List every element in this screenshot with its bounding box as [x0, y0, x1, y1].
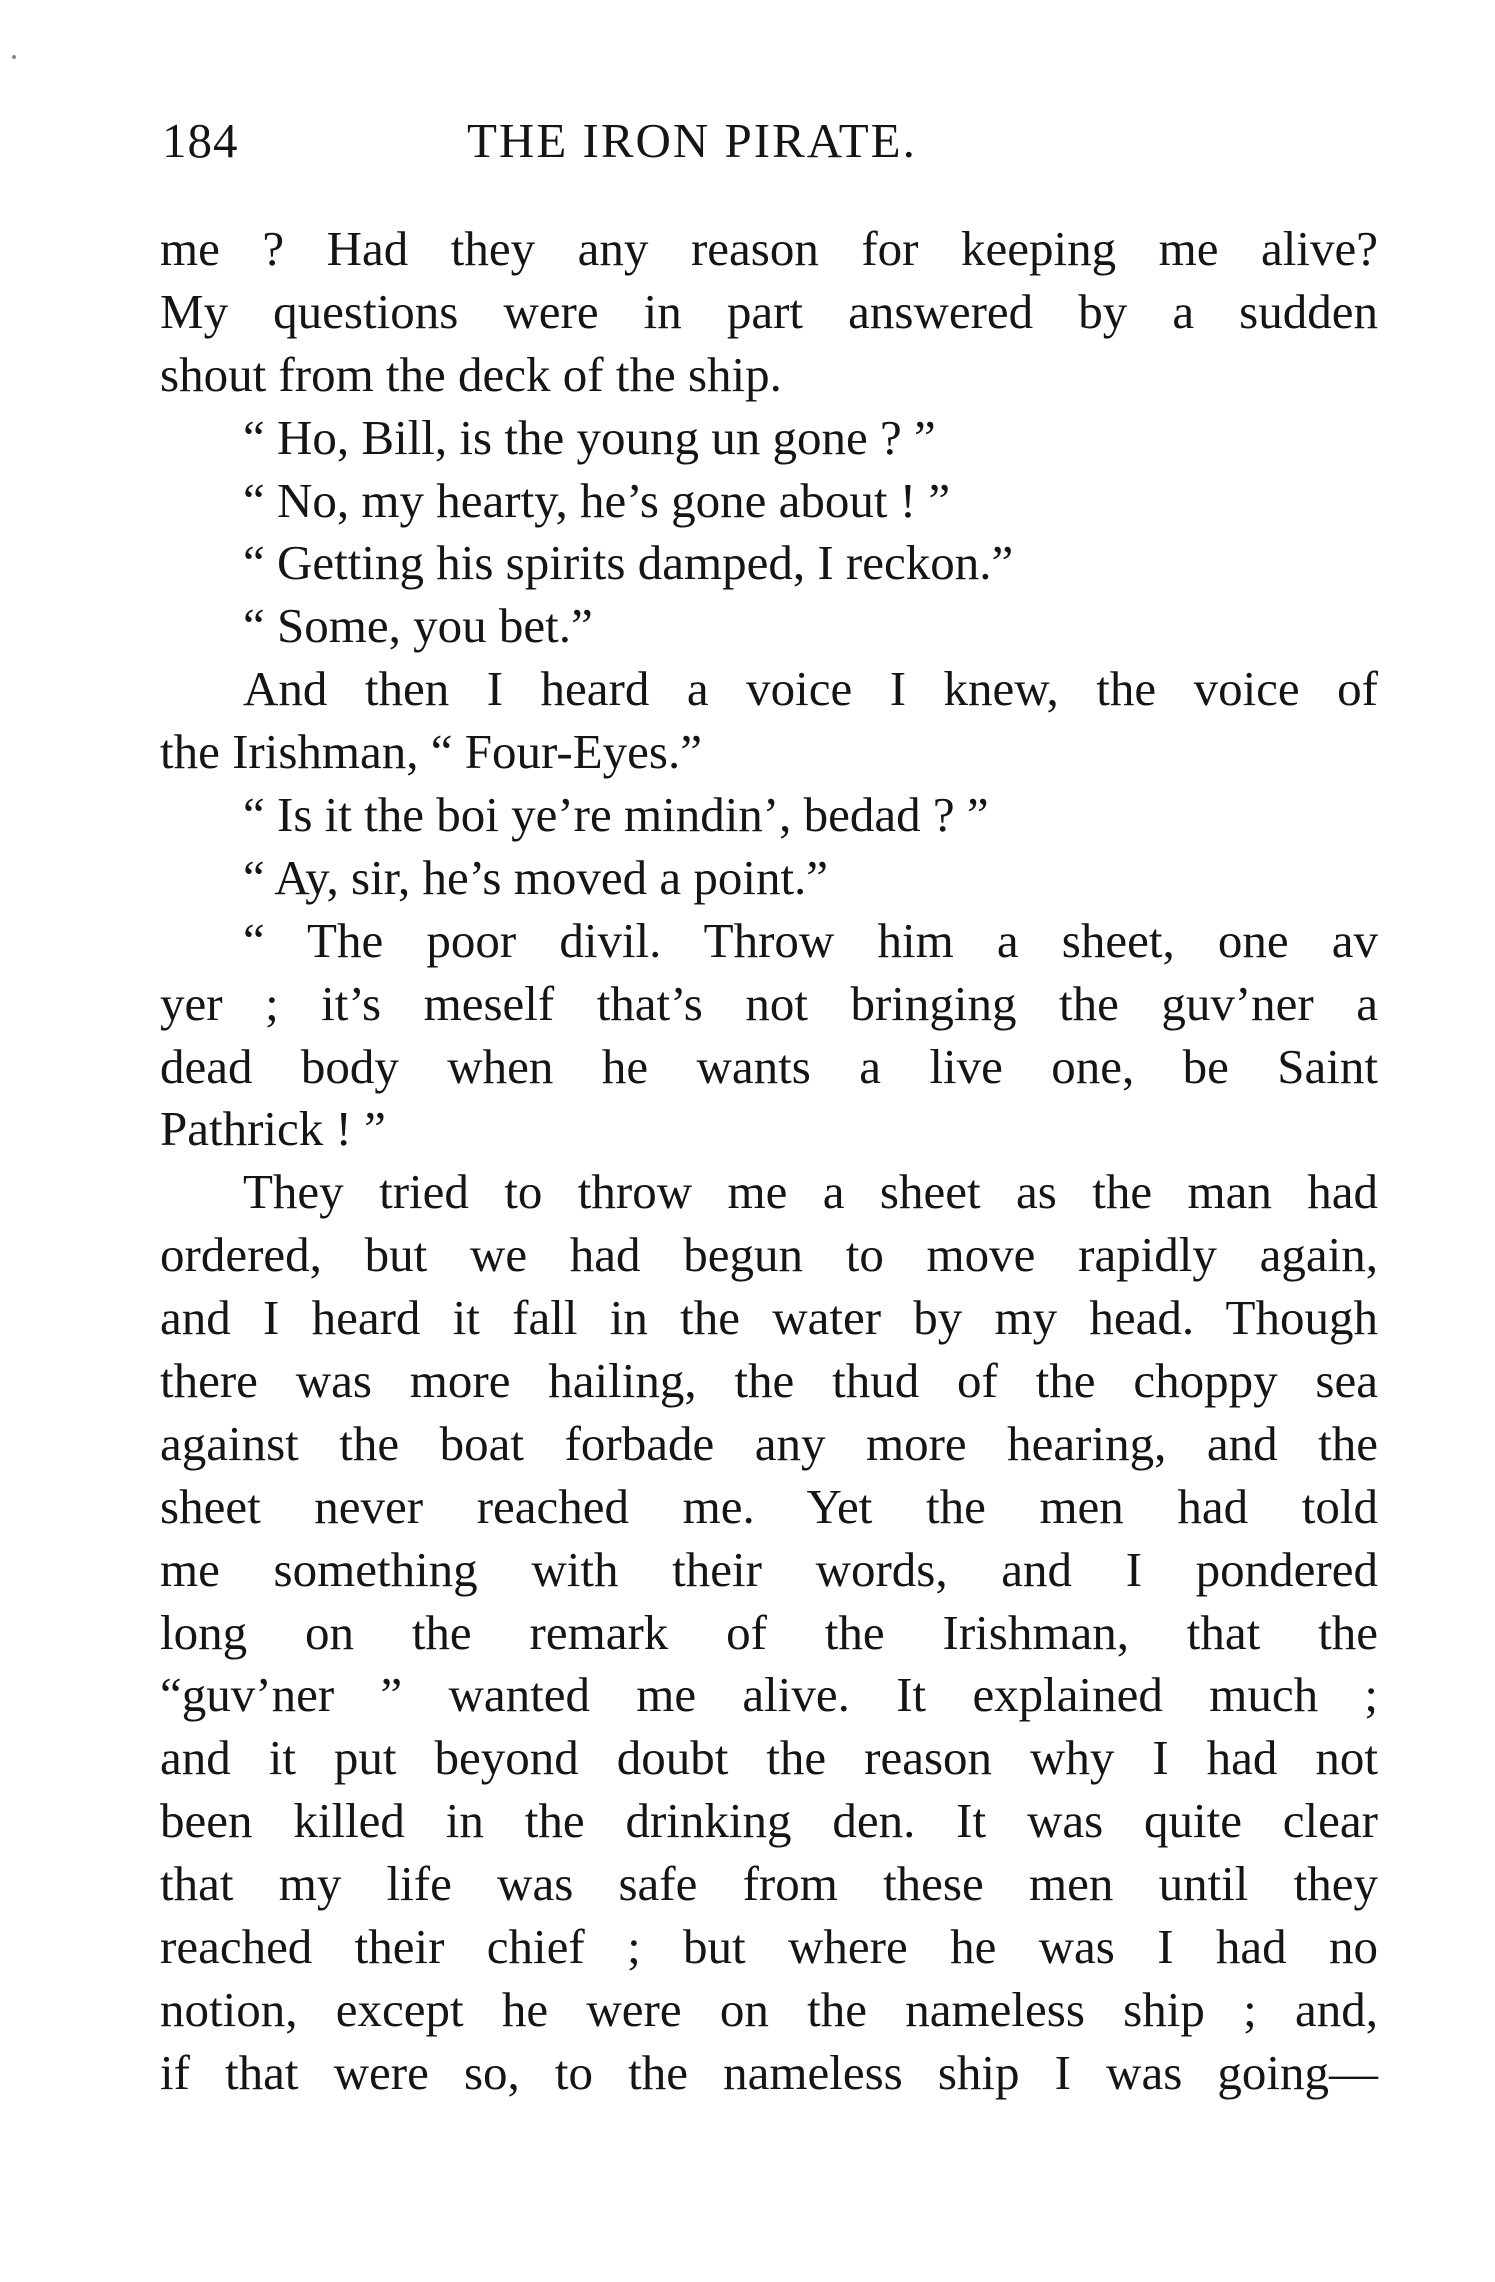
text-line: against the boat forbade any more hearing, and the [160, 1415, 1378, 1471]
text-line: that my life was safe from these men until they [160, 1856, 1378, 1912]
text-line: ordered, but we had begun to move rapidly again, [160, 1227, 1378, 1283]
text-line: And then I heard a voice I knew, the voice of [243, 661, 1378, 717]
page-number: 184 [162, 113, 239, 168]
text-line: notion, except he were on the nameless ship ; and, [160, 1981, 1378, 2037]
text-line: “ Ho, Bill, is the young un gone ? ” [243, 409, 936, 465]
text-line: “ No, my hearty, he’s gone about ! ” [243, 472, 951, 528]
text-line: long on the remark of the Irishman, that the [160, 1604, 1378, 1660]
text-line: My questions were in part answered by a sudden [160, 283, 1378, 339]
text-line: shout from the deck of the ship. [160, 346, 782, 402]
text-line: if that were so, to the nameless ship I was going— [160, 2044, 1378, 2100]
text-line: the Irishman, “ Four-Eyes.” [160, 724, 702, 780]
text-line: and I heard it fall in the water by my head. Though [160, 1290, 1378, 1346]
text-line: me ? Had they any reason for keeping me alive? [160, 221, 1378, 276]
text-line: reached their chief ; but where he was I had no [160, 1919, 1378, 1975]
text-line: “ The poor divil. Throw him a sheet, one av [243, 912, 1378, 968]
text-line: Pathrick ! ” [160, 1101, 386, 1157]
text-line: there was more hailing, the thud of the choppy sea [160, 1353, 1378, 1409]
text-line: dead body when he wants a live one, be Saint [160, 1038, 1378, 1094]
text-line: “ Getting his spirits damped, I reckon.” [243, 535, 1014, 591]
text-line: “ Some, you bet.” [243, 598, 593, 654]
text-line: and it put beyond doubt the reason why I had not [160, 1730, 1378, 1786]
text-line: “guv’ner ” wanted me alive. It explained much ; [160, 1667, 1378, 1723]
running-head [162, 106, 1380, 176]
text-line: “ Is it the boi ye’re mindin’, bedad ? ” [243, 787, 989, 843]
text-line: been killed in the drinking den. It was quite clear [160, 1793, 1378, 1849]
text-line: They tried to throw me a sheet as the man had [243, 1164, 1378, 1220]
text-line: sheet never reached me. Yet the men had told [160, 1478, 1378, 1534]
running-title: THE IRON PIRATE. [467, 113, 917, 168]
text-line: “ Ay, sir, he’s moved a point.” [243, 849, 829, 905]
stray-mark [12, 55, 16, 59]
body-text [160, 218, 1378, 2105]
text-line: yer ; it’s meself that’s not bringing the guv’ner a [160, 975, 1378, 1031]
text-line: me something with their words, and I pondered [160, 1541, 1378, 1597]
